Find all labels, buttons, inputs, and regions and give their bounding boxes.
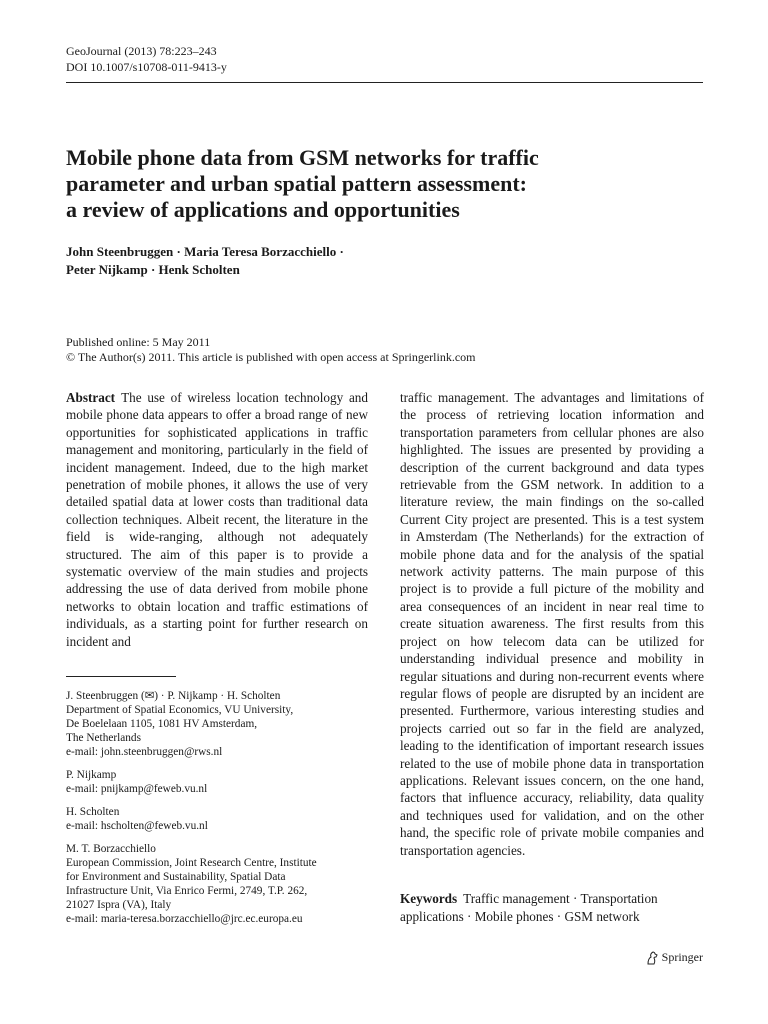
author-line: John Steenbruggen · Maria Teresa Borzacchiello ·	[66, 244, 344, 259]
affiliation-line: M. T. Borzacchiello	[66, 843, 156, 855]
affiliation-block	[66, 805, 376, 833]
publication-info	[66, 335, 476, 365]
title-line: parameter and urban spatial pattern assessment:	[66, 171, 527, 196]
title-line: a review of applications and opportunities	[66, 197, 460, 222]
license-note: © The Author(s) 2011. This article is published with open access at Springerlink.com	[66, 350, 476, 364]
affiliation-line: Infrastructure Unit, Via Enrico Fermi, 2749, T.P. 262,	[66, 885, 308, 897]
abstract-text-right: traffic management. The advantages and limitations of the process of retrieving location information and transportation parameters from cellular phones are also highlighted. The issues are presented by providing a description of the current background and data types retrievable from the GSM network. In addition to a literature review, the main findings on the so-called Current City project are presented. This is a test system in Amsterdam (The Netherlands) for the extraction of mobile phone data and for the analysis of the spatial network activity patterns. The main purpose of this project is to provide a full picture of the mobility and area consequences of an incident in near real time to create situation awareness. The first results from this project on how telecom data can be utilized for understanding individual presence and mobility in regular situations and during non-recurrent events where regular flows of people are disrupted by an incident are presented. Furthermore, various interesting studies and projects carried out so far in the field are analyzed, leading to the identification of important research issues related to the use of mobile phone data in transportation applications. Relevant issues concern, on the one hand, factors that influence accuracy, reliability, data quality and techniques used for validation, and on the other hand, the specific role of private mobile companies and transportation agencies.	[400, 390, 704, 858]
affiliation-block	[66, 842, 376, 926]
publisher-logo	[646, 950, 703, 965]
author-line: Peter Nijkamp · Henk Scholten	[66, 262, 240, 277]
affiliations	[66, 689, 376, 935]
affiliation-rule	[66, 676, 176, 677]
email-link[interactable]: e-mail: maria-teresa.borzacchiello@jrc.ec.europa.eu	[66, 913, 303, 925]
affiliation-line: European Commission, Joint Research Centre, Institute	[66, 857, 317, 869]
published-date: Published online: 5 May 2011	[66, 335, 211, 349]
email-link[interactable]: e-mail: pnijkamp@feweb.vu.nl	[66, 783, 208, 795]
affiliation-line: H. Scholten	[66, 806, 120, 818]
abstract-right-column	[400, 389, 704, 859]
affiliation-block	[66, 689, 376, 759]
keywords-label: Keywords	[400, 891, 458, 906]
abstract-label: Abstract	[66, 390, 116, 405]
abstract-text-left: The use of wireless location technology and mobile phone data appears to offer a broad range of new opportunities for sophisticated applications in traffic management and monitoring, particularly in the field of incident management. Indeed, due to the high market penetration of mobile phones, it allows the use of very detailed spatial data at lower costs than traditional data collection techniques. Albeit recent, the literature in the field is wide-ranging, although not adequately structured. The aim of this paper is to provide a systematic overview of the main studies and projects addressing the use of data derived from mobile phone networks to obtain location and traffic estimations of individuals, as a starting point for further research on incident and	[66, 390, 368, 649]
affiliation-line: J. Steenbruggen (✉) · P. Nijkamp · H. Scholten	[66, 690, 281, 702]
email-link[interactable]: e-mail: john.steenbruggen@rws.nl	[66, 746, 223, 758]
affiliation-block	[66, 768, 376, 796]
keywords	[400, 890, 704, 926]
affiliation-line: Department of Spatial Economics, VU University,	[66, 704, 294, 716]
doi: DOI 10.1007/s10708-011-9413-y	[66, 60, 227, 74]
affiliation-line: The Netherlands	[66, 732, 141, 744]
journal-header	[66, 43, 227, 75]
journal-citation: GeoJournal (2013) 78:223–243	[66, 44, 217, 58]
author-list	[66, 243, 344, 279]
affiliation-line: for Environment and Sustainability, Spatial Data	[66, 871, 286, 883]
keywords-text: Traffic management · Transportation applications · Mobile phones · GSM network	[400, 891, 658, 924]
affiliation-line: De Boelelaan 1105, 1081 HV Amsterdam,	[66, 718, 258, 730]
email-link[interactable]: e-mail: hscholten@feweb.vu.nl	[66, 820, 208, 832]
header-rule	[66, 82, 703, 83]
title-line: Mobile phone data from GSM networks for traffic	[66, 145, 539, 170]
publisher-name: Springer	[661, 950, 703, 964]
affiliation-line: 21027 Ispra (VA), Italy	[66, 899, 172, 911]
affiliation-line: P. Nijkamp	[66, 769, 117, 781]
abstract-paragraph	[66, 389, 368, 650]
springer-horse-icon	[646, 951, 659, 965]
article-title	[66, 145, 706, 223]
abstract-left-column	[66, 389, 368, 650]
